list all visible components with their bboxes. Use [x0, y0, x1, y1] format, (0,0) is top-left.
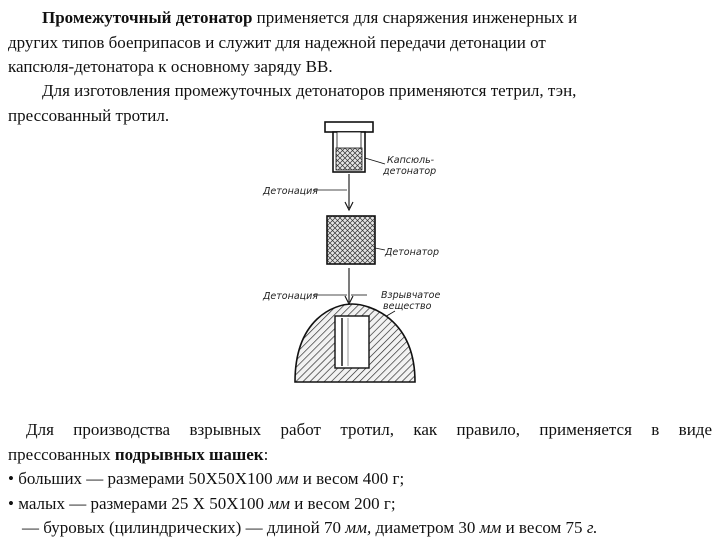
materials-line-2: прессованный тротил.: [8, 105, 170, 125]
intro-term: Промежуточный детонатор: [42, 8, 253, 27]
main-charge-shape: [295, 304, 415, 382]
detonation-label-bottom: Детонация: [263, 291, 319, 302]
cap-detonator-label-1: Капсюль-: [387, 155, 435, 166]
intro-paragraph: [8, 6, 708, 80]
bullet-large: •: [8, 469, 14, 488]
list-item-large-unit: мм: [276, 469, 299, 488]
drill-unit-2: мм: [479, 518, 502, 537]
drill-unit-3: г.: [586, 518, 598, 537]
detonator-label: Детонатор: [385, 247, 440, 258]
explosive-label-1: Взрывчатое: [381, 290, 441, 301]
intro-line-3: капсюля-детонатора к основному заряду ВВ.: [8, 57, 333, 76]
bullet-small: •: [8, 493, 14, 513]
list-item-large-text: больших — размерами 50Х50Х100: [13, 469, 277, 488]
drill-unit-1: мм,: [345, 518, 372, 537]
list-item-small-unit: мм: [268, 493, 290, 513]
explosive-label-2: вещество: [383, 301, 432, 312]
blasting-blocks-term: подрывных шашек: [114, 444, 264, 464]
cap-detonator-label-2: детонатор: [383, 166, 437, 177]
materials-line-1-text: Для изготовления промежуточных детонаторов применяются тетрил, тэн,: [42, 81, 577, 100]
drill-mid: диаметром 30: [371, 518, 480, 537]
production-line-1-text: Для производства взрывных работ тротил, как правило, применяется в виде: [26, 420, 712, 439]
drill-tail: и весом 75: [501, 518, 587, 537]
detonation-label-top: Детонация: [263, 186, 319, 197]
intro-line-1-rest: применяется для снаряжения инженерных и: [252, 8, 578, 27]
intermediate-detonator-shape: [327, 216, 375, 264]
production-line-2-pre: прессованных: [8, 444, 115, 464]
detonator-diagram: [255, 118, 475, 388]
cap-detonator-shape: [325, 122, 385, 172]
production-paragraph: [8, 418, 712, 541]
detonation-arrow-bottom: [313, 268, 367, 304]
list-item-large: [8, 467, 712, 492]
list-item-drill: [8, 516, 712, 541]
detonation-arrow-top: [313, 174, 353, 210]
drill-text: — буровых (цилиндрических) — длиной 70: [22, 518, 346, 537]
list-item-small: [8, 492, 712, 517]
intro-line-2: других типов боеприпасов и служит для надежной передачи детонации от: [8, 32, 546, 52]
materials-line-1: [8, 79, 708, 104]
production-line-2-post: :: [263, 444, 269, 464]
list-item-large-tail: и весом 400 г;: [298, 469, 405, 488]
list-item-small-text: малых — размерами 25 Х 50Х100: [13, 493, 269, 513]
production-line-1: [8, 418, 712, 443]
production-line-2: [8, 443, 712, 468]
list-item-small-tail: и весом 200 г;: [289, 493, 396, 513]
intro-line-1: [8, 6, 708, 31]
